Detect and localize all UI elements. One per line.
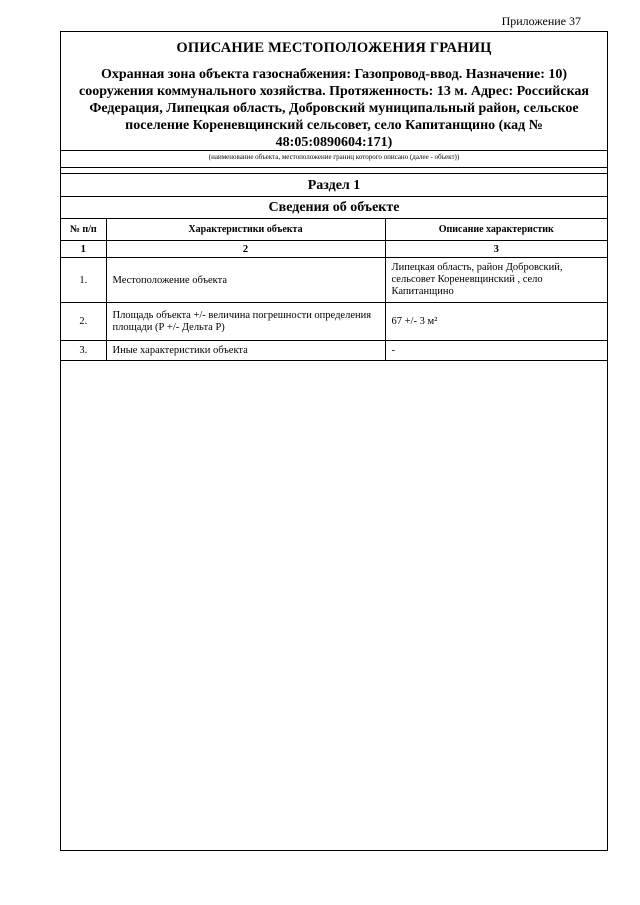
object-caption: (наименование объекта, местоположение границ которого описано (далее - объект)) <box>61 151 607 168</box>
row-description-text: Липецкая область, район Добровский, сельсовет Кореневщинский , село Капитанщино <box>391 262 563 297</box>
row-number: 2. <box>61 303 106 341</box>
row-characteristic-text: Площадь объекта +/- величина погрешности определения площади (Р +/- Дельта Р) <box>112 309 372 333</box>
section-subtitle: Сведения об объекте <box>61 197 607 219</box>
row-description: - <box>385 341 607 361</box>
table-header-row <box>61 219 607 241</box>
column-header-number: № п/п <box>61 219 106 241</box>
object-name: Охранная зона объекта газоснабжения: Газопровод-ввод. Назначение: 10) сооружения коммунального хозяйства. Протяженность: 13 м. Адрес: Российская Федерация, Липецкая область, Добровский муниципальный район, сельское поселение Кореневщинский сельсовет, село Капитанщино (кад № 48:05:0890604:171) <box>78 67 590 150</box>
column-number: 2 <box>106 241 385 258</box>
column-header-characteristic: Характеристики объекта <box>106 219 385 241</box>
column-header-description: Описание характеристик <box>385 219 607 241</box>
table-row <box>61 258 607 303</box>
column-number: 1 <box>61 241 106 258</box>
section-title: Раздел 1 <box>61 174 607 197</box>
document-title: ОПИСАНИЕ МЕСТОПОЛОЖЕНИЯ ГРАНИЦ <box>176 40 492 56</box>
row-characteristic: Местоположение объекта <box>106 258 385 303</box>
table-row <box>61 303 607 341</box>
table-row <box>61 341 607 361</box>
document-header <box>61 32 607 151</box>
column-number: 3 <box>385 241 607 258</box>
row-number: 3. <box>61 341 106 361</box>
appendix-label: Приложение 37 <box>501 14 581 28</box>
row-description: 67 +/- 3 м² <box>385 303 607 341</box>
document-frame <box>60 31 608 851</box>
row-characteristic <box>106 303 385 341</box>
row-number: 1. <box>61 258 106 303</box>
row-characteristic: Иные характеристики объекта <box>106 341 385 361</box>
column-numbers-row <box>61 241 607 258</box>
row-description <box>385 258 607 303</box>
object-info-table <box>61 219 607 361</box>
